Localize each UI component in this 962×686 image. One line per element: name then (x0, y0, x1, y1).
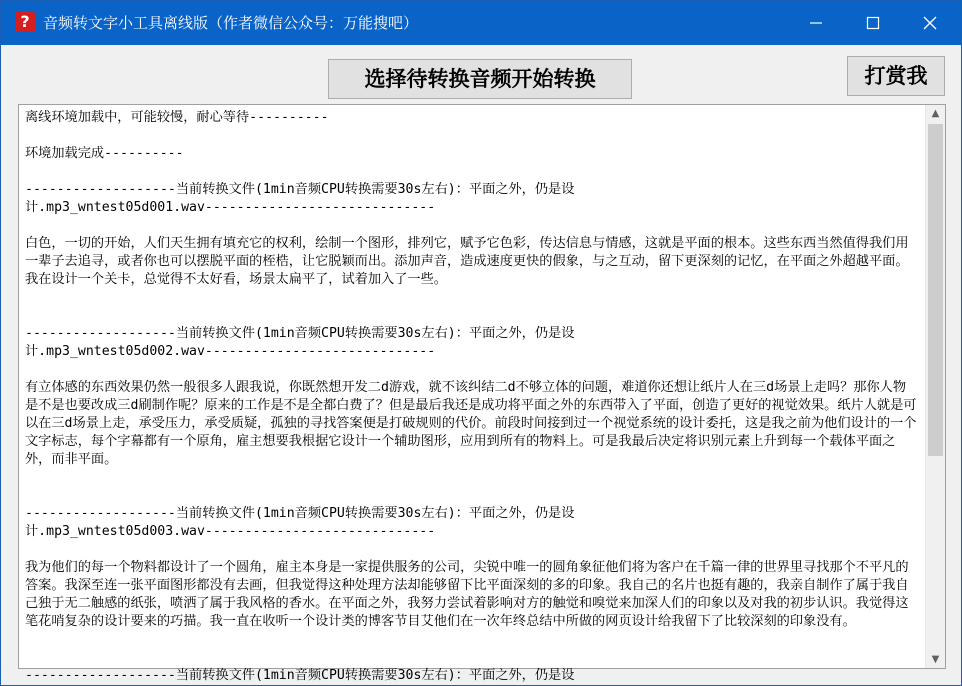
close-icon (921, 14, 939, 32)
log-line: 我为他们的每一个物料都设计了一个圆角，雇主本身是一家提供服务的公司，尖锐中唯一的圆角象征他们将为客户在千篇一律的世界里寻找那个不平凡的答案。我深至连一张平面图形都没有去画，但我觉得这种处理方法却能够留下比平面深刻的多的印象。我自己的名片也挺有趣的，我亲自制作了属于我自己独于无二触感的纸张，喷洒了属于我风格的香水。在平面之外，我努力尝试着影响对方的触觉和嗅觉来加深人们的印象以及对我的初步认识。我觉得这笔花哨复杂的设计要来的巧描。我一直在收听一个设计类的博客节目艾他们在一次年终总结中所做的网页设计给我留下了比较深刻的印象没有。 (25, 560, 909, 629)
maximize-icon (864, 14, 882, 32)
log-line (25, 163, 919, 181)
maximize-button[interactable] (844, 1, 902, 45)
log-line (25, 217, 919, 235)
log-line (25, 649, 919, 667)
log-line: 环境加载完成---------- (25, 146, 184, 161)
title-bar[interactable] (1, 1, 961, 45)
log-line: 计.mp3_wntest05d003.wav----------------------------- (25, 524, 436, 539)
log-line: 离线环境加载中，可能较慢，耐心等待---------- (25, 110, 329, 125)
log-line (25, 631, 919, 649)
reward-button[interactable]: 打赏我 (847, 56, 945, 96)
log-line (25, 469, 919, 487)
vertical-scrollbar[interactable] (925, 105, 945, 668)
log-line (25, 541, 919, 559)
scroll-up-arrow-icon[interactable]: ▲ (931, 108, 940, 119)
log-line (25, 289, 919, 307)
log-line: -------------------当前转换文件(1min音频CPU转换需要30s左右)：平面之外，仍是设 (25, 182, 575, 197)
log-line: 计.mp3_wntest05d002.wav----------------------------- (25, 344, 436, 359)
log-line (25, 361, 919, 379)
log-line: -------------------当前转换文件(1min音频CPU转换需要30s左右)：平面之外，仍是设 (25, 506, 575, 521)
log-line: 白色，一切的开始，人们天生拥有填充它的权利，绘制一个图形，排列它，赋予它色彩，传达信息与情感，这就是平面的根本。这些东西当然值得我们用一辈子去追寻，或者你也可以摆脱平面的桎梏，让它脱颖而出。添加声音，造成速度更快的假象，与之互动，留下更深刻的记忆，在平面之外超越平面。我在设计一个关卡，总觉得不太好看，场景太扁平了，试着加入了一些。 (25, 236, 909, 287)
log-textarea[interactable] (18, 104, 946, 683)
log-line (25, 307, 919, 325)
log-line (25, 487, 919, 505)
convert-button[interactable]: 选择待转换音频开始转换 (328, 59, 632, 99)
close-button[interactable] (901, 1, 959, 45)
question-mark-icon: ? (15, 12, 35, 32)
log-line: 有立体感的东西效果仍然一般很多人跟我说，你既然想开发二d游戏，就不该纠结二d不够立体的问题，难道你还想让纸片人在三d场景上走吗？那你人物是不是也要改成三d刷制作呢？原来的工作是不是全都白费了？但是最后我还是成功将平面之外的东西带入了平面，创造了更好的视觉效果。纸片人就是可以在三d场景上走，承受压力，承受质疑，孤独的寻找答案便是打破规则的代价。前段时间接到过一个视觉系统的设计委托，这是我之前为他们设计的一个文字标志，每个字幕都有一个原角，雇主想要我根据它设计一个辅助图形，应用到所有的物料上。可是我最后决定将识别元素上升到每一个载体平面之外，而非平面。 (25, 380, 917, 467)
log-line: -------------------当前转换文件(1min音频CPU转换需要30s左右)：平面之外，仍是设 (25, 326, 575, 341)
window-title: 音频转文字小工具离线版（作者微信公众号：万能搜吧） (43, 14, 419, 32)
minimize-icon (807, 14, 825, 32)
log-line: -------------------当前转换文件(1min音频CPU转换需要30s左右)：平面之外，仍是设 (25, 668, 575, 683)
log-line: 计.mp3_wntest05d001.wav----------------------------- (25, 200, 436, 215)
log-line (25, 127, 919, 145)
scroll-down-arrow-icon[interactable]: ▼ (931, 654, 940, 665)
minimize-button[interactable] (787, 1, 845, 45)
log-content (25, 109, 919, 685)
scroll-thumb[interactable] (928, 124, 943, 456)
